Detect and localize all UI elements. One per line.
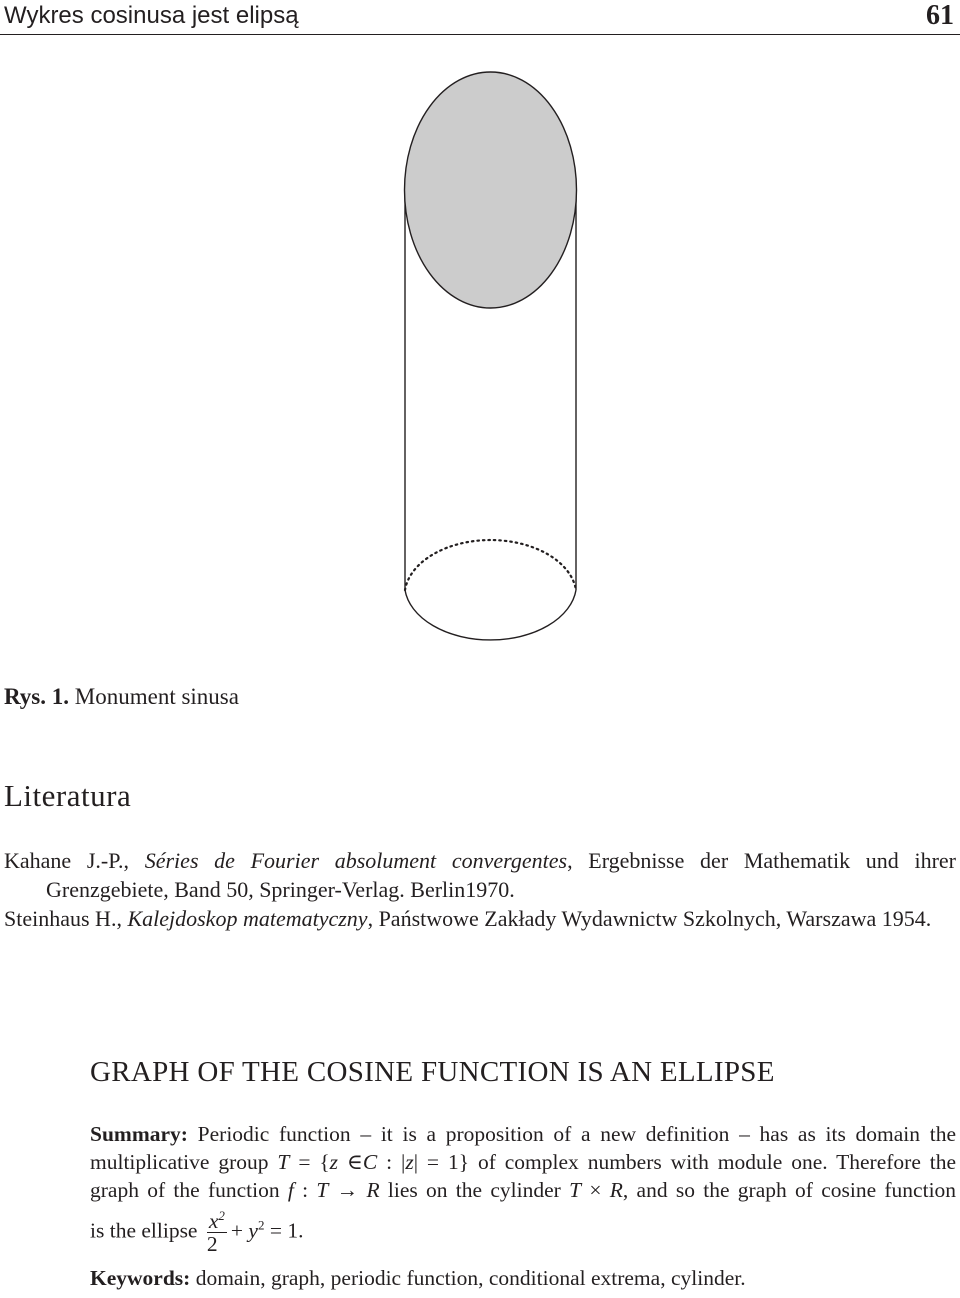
bottom-ellipse-visible-arc [405, 590, 576, 640]
keywords-line [90, 1266, 746, 1291]
ref-title: Kalejdoskop matematyczny [127, 906, 368, 931]
caption-label: Rys. 1. [4, 684, 70, 709]
ref-details: , Ergebnisse der Mathematik und ihrer Grenzgebiete, Band 50, Springer-Verlag. Berlin1970. [46, 848, 957, 902]
summary-line-2: multiplicative group T = {z ∈C : |z| = 1} of complex numbers with module one. Therefore the [90, 1150, 957, 1174]
ellipse-formula-fraction: $\frac{x^2}{2}$ [206, 1207, 225, 1256]
keywords-text: domain, graph, periodic function, conditional extrema, cylinder. [195, 1266, 746, 1290]
ref-details: , Państwowe Zakłady Wydawnictw Szkolnych, Warszawa 1954. [367, 906, 932, 931]
ref-author: Steinhaus H. [4, 906, 117, 931]
ref-title: Séries de Fourier absolument convergentes [144, 848, 568, 873]
page-number: 61 [926, 0, 954, 31]
summary-label: Summary: [90, 1122, 188, 1146]
reference-item: Kahane J.-P., Séries de Fourier absolument convergentes, Ergebnisse der Mathematik und ihrer Grenzgebiete, Band 50, Springer-Verlag. Berlin1970. [4, 848, 957, 902]
summary-line-4: is the ellipse $\frac{x^2}{2}$ + $y^2 = 1$. [90, 1207, 304, 1256]
top-ellipse [405, 72, 577, 308]
summary-paragraph [90, 1120, 956, 1255]
figure-caption [4, 684, 239, 710]
reference-item: Steinhaus H., Kalejdoskop matematyczny, Państwowe Zakłady Wydawnictw Szkolnych, Warszawa 1954. [4, 906, 932, 931]
summary-line-3: graph of the function f : T → R lies on the cylinder T × R, and so the graph of cosine function [90, 1178, 957, 1202]
keywords-label: Keywords: [90, 1266, 191, 1290]
caption-text: Monument sinusa [74, 684, 239, 709]
section-heading-literatura: Literatura [4, 778, 132, 813]
ref-author: Kahane J.-P. [4, 848, 124, 873]
english-title: GRAPH OF THE COSINE FUNCTION IS AN ELLIPSE [90, 1056, 775, 1088]
bottom-ellipse-hidden-arc [405, 540, 576, 590]
summary-line-1: Summary: Periodic function – it is a proposition of a new definition – has as its domain the [90, 1122, 957, 1146]
running-header-title: Wykres cosinusa jest elipsą [4, 2, 299, 29]
